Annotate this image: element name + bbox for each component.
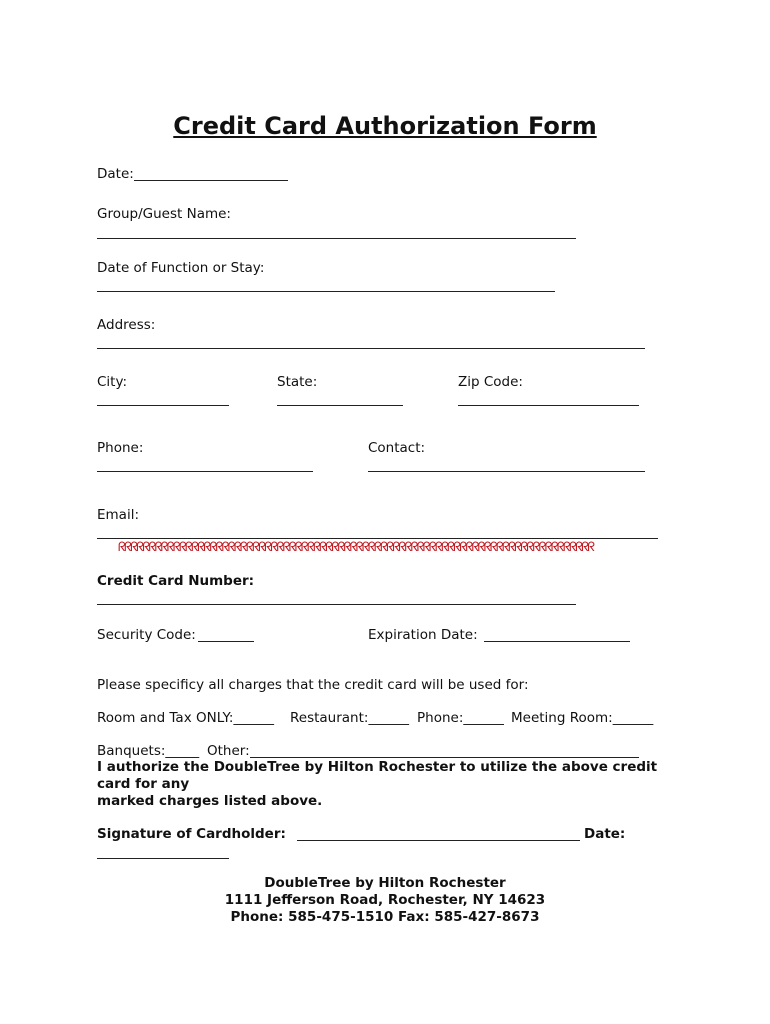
date-of-function-label: Date of Function or Stay: xyxy=(97,260,265,276)
signature-date-field[interactable] xyxy=(97,858,229,859)
form-title: Credit Card Authorization Form xyxy=(173,112,597,140)
state-field[interactable] xyxy=(277,405,403,406)
security-code-field[interactable] xyxy=(198,641,254,642)
security-code-label: Security Code: xyxy=(97,627,196,643)
other-field[interactable] xyxy=(250,757,639,758)
decorative-border: ᖇᖇᖇᖇᖇᖇᖇᖇᖇᖇᖇᖇᖇᖇᖇᖇᖇᖇᖇᖇᖇᖇᖇᖇᖇᖇᖇᖇᖇᖇᖇᖇᖇᖇᖇᖇᖇᖇᖇᖇᖇᖇᖇᖇᖇᖇᖇᖇᖇᖇᖇᖇᖇᖇᖇᖇᖇᖇᖇᖇᖇᖇᖇᖇᖇᖇᖇᖇᖇᖇᖇᖇᖇᖇᖇᖇᖇᖇ xyxy=(118,541,594,555)
signature-label: Signature of Cardholder: xyxy=(97,826,286,842)
contact-label: Contact: xyxy=(368,440,426,456)
signature-field[interactable] xyxy=(297,840,580,841)
authorization-text: I authorize the DoubleTree by Hilton Rochester to utilize the above credit card for any xyxy=(97,759,658,792)
city-field[interactable] xyxy=(97,405,229,406)
address-field[interactable] xyxy=(97,348,645,349)
email-field[interactable] xyxy=(97,538,658,539)
contact-field[interactable] xyxy=(368,471,645,472)
group-guest-name-field[interactable] xyxy=(97,238,576,239)
room-and-tax-option[interactable]: Room and Tax ONLY:______ xyxy=(97,710,274,726)
banquets-option[interactable]: Banquets:_____ xyxy=(97,743,200,759)
date-field[interactable] xyxy=(134,180,288,181)
phone-label: Phone: xyxy=(97,440,144,456)
footer-address: 1111 Jefferson Road, Rochester, NY 14623 xyxy=(224,892,546,908)
footer-hotel-name: DoubleTree by Hilton Rochester xyxy=(264,875,506,891)
credit-card-number-field[interactable] xyxy=(97,604,576,605)
address-label: Address: xyxy=(97,317,156,333)
state-label: State: xyxy=(277,374,318,390)
footer-phone-fax: Phone: 585-475-1510 Fax: 585-427-8673 xyxy=(230,909,540,925)
credit-card-number-label: Credit Card Number: xyxy=(97,573,255,589)
phone-option[interactable]: Phone:______ xyxy=(417,710,504,726)
meeting-room-option[interactable]: Meeting Room:______ xyxy=(511,710,654,726)
other-label: Other: xyxy=(207,743,250,759)
expiration-date-field[interactable] xyxy=(484,641,630,642)
phone-field[interactable] xyxy=(97,471,313,472)
authorization-text-2: marked charges listed above. xyxy=(97,793,323,809)
charges-intro: Please specificy all charges that the credit card will be used for: xyxy=(97,677,529,693)
zip-code-label: Zip Code: xyxy=(458,374,523,390)
date-label: Date: xyxy=(97,166,134,182)
email-label: Email: xyxy=(97,507,140,523)
city-label: City: xyxy=(97,374,128,390)
zip-code-field[interactable] xyxy=(458,405,639,406)
authorization-statement xyxy=(97,759,687,810)
restaurant-option[interactable]: Restaurant:______ xyxy=(290,710,409,726)
expiration-date-label: Expiration Date: xyxy=(368,627,478,643)
signature-date-label: Date: xyxy=(584,826,626,842)
date-of-function-field[interactable] xyxy=(97,291,555,292)
group-guest-name-label: Group/Guest Name: xyxy=(97,206,231,222)
